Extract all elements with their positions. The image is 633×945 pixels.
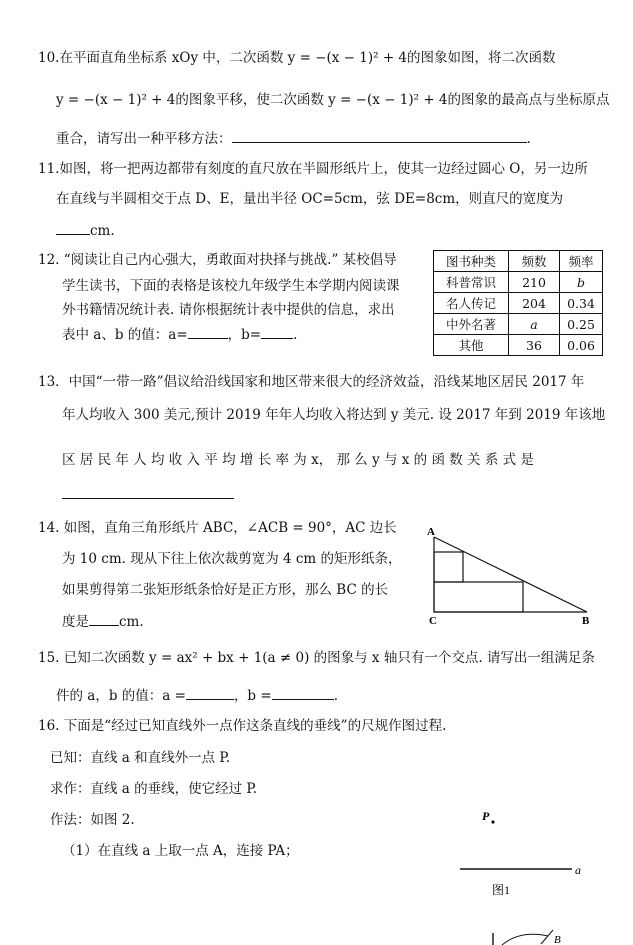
q16-required: 求作：直线 a 的垂线，使它经过 P. [50, 781, 258, 797]
q13-line-2: 年人均收入 300 美元,预计 2019 年年人均收入将达到 y 美元. 设 2017 年到 2019 年该地 [62, 407, 606, 423]
q12-line-2: 学生读书，下面的表格是该校九年级学生本学期内阅读课 [62, 278, 400, 294]
q15-b-blank[interactable] [272, 685, 334, 700]
label-B: B [582, 615, 590, 627]
table-cell: 0.34 [560, 293, 603, 314]
fig2-tick [541, 930, 553, 944]
table-cell: 0.25 [560, 314, 603, 335]
strip-2-square [434, 552, 463, 582]
q16-method: 作法：如图 2. [50, 812, 135, 828]
q10-prompt: 重合，请写出一种平移方法： [56, 131, 232, 147]
q14-line-2: 为 10 cm. 现从下往上依次裁剪宽为 4 cm 的矩形纸条， [62, 551, 402, 567]
q15-line-2 [56, 685, 338, 706]
q15-a-label: 件的 a，b 的值：a = [56, 688, 186, 704]
q12-line-3: 外书籍情况统计表. 请你根据统计表中提供的信息，求出 [62, 302, 395, 318]
triangle-hypotenuse [434, 537, 587, 612]
q13-line-1: 13．中国“一带一路”倡议给沿线国家和地区带来很大的经济效益，沿线某地区居民 2017 年 [38, 374, 585, 390]
q15-a-blank[interactable] [186, 685, 234, 700]
q11-line-2: 在直线与半圆相交于点 D、E，量出半径 OC=5cm，弦 DE=8cm，则直尺的宽度为 [56, 191, 564, 207]
q10-period: . [526, 131, 531, 147]
label-A: A [427, 526, 435, 538]
table-cell: 其他 [434, 335, 509, 356]
q14-unit: cm. [119, 614, 144, 630]
point-P [491, 820, 494, 823]
q14-line-1: 14. 如图，直角三角形纸片 ABC，∠ACB = 90°，AC 边长 [38, 520, 397, 536]
q16-line-1: 16. 下面是“经过已知直线外一点作这条直线的垂线”的尺规作图过程. [38, 718, 447, 734]
table-cell: 中外名著 [434, 314, 509, 335]
q15-line-1: 15. 已知二次函数 y = ax² + bx + 1(a ≠ 0) 的图象与 x 轴只有一个交点. 请写出一组满足条 [38, 650, 595, 666]
table-cell: b [560, 272, 603, 293]
table-cell: 科普常识 [434, 272, 509, 293]
q15-period: . [333, 688, 338, 704]
q12-line-1: 12. “阅读让自己内心强大，勇敢面对抉择与挑战.” 某校倡导 [38, 252, 397, 268]
q15-b-label: ，b = [233, 688, 272, 704]
label-C: C [429, 615, 437, 627]
q14-prompt: 度是 [62, 614, 89, 630]
q12-b-label: ，b= [227, 327, 262, 343]
q11-unit: cm. [90, 223, 115, 239]
figure-1-caption: 图1 [492, 883, 511, 897]
q10-line-1: 10.在平面直角坐标系 xOy 中，二次函数 y = −(x − 1)² + 4的图象如图，将二次函数 [38, 50, 556, 66]
strip-1 [434, 582, 523, 612]
table-header-cell: 频率 [560, 251, 603, 272]
label-P: P [482, 809, 490, 823]
q12-a-label: 表中 a、b 的值：a= [62, 327, 188, 343]
q10-line-2: y = −(x − 1)² + 4的图象平移，使二次函数 y = −(x − 1)² + 4的图象的最高点与坐标原点 [56, 92, 610, 108]
table-cell: 36 [509, 335, 560, 356]
table-cell: 210 [509, 272, 560, 293]
q16-given: 已知：直线 a 和直线外一点 P. [50, 750, 231, 766]
q14-line-3: 如果剪得第二张矩形纸条恰好是正方形，那么 BC 的长 [62, 582, 389, 598]
table-header-cell: 图书种类 [434, 251, 509, 272]
q16-step-1: （1）在直线 a 上取一点 A，连接 PA； [62, 843, 299, 859]
table-cell: a [509, 314, 560, 335]
label-fig2-B: B [554, 934, 561, 945]
q11-line-1: 11.如图，将一把两边都带有刻度的直尺放在半圆形纸片上，使其一边经过圆心 O，另一边所 [38, 161, 588, 177]
table-header-cell: 频数 [509, 251, 560, 272]
table-cell: 204 [509, 293, 560, 314]
label-a: a [575, 863, 581, 877]
q13-line-3: 区 居 民 年 人 均 收 入 平 均 增 长 率 为 x， 那 么 y 与 x 的 函 数 关 系 式 是 [62, 452, 534, 468]
q12-period: . [293, 327, 298, 343]
table-cell: 名人传记 [434, 293, 509, 314]
table-cell: 0.06 [560, 335, 603, 356]
